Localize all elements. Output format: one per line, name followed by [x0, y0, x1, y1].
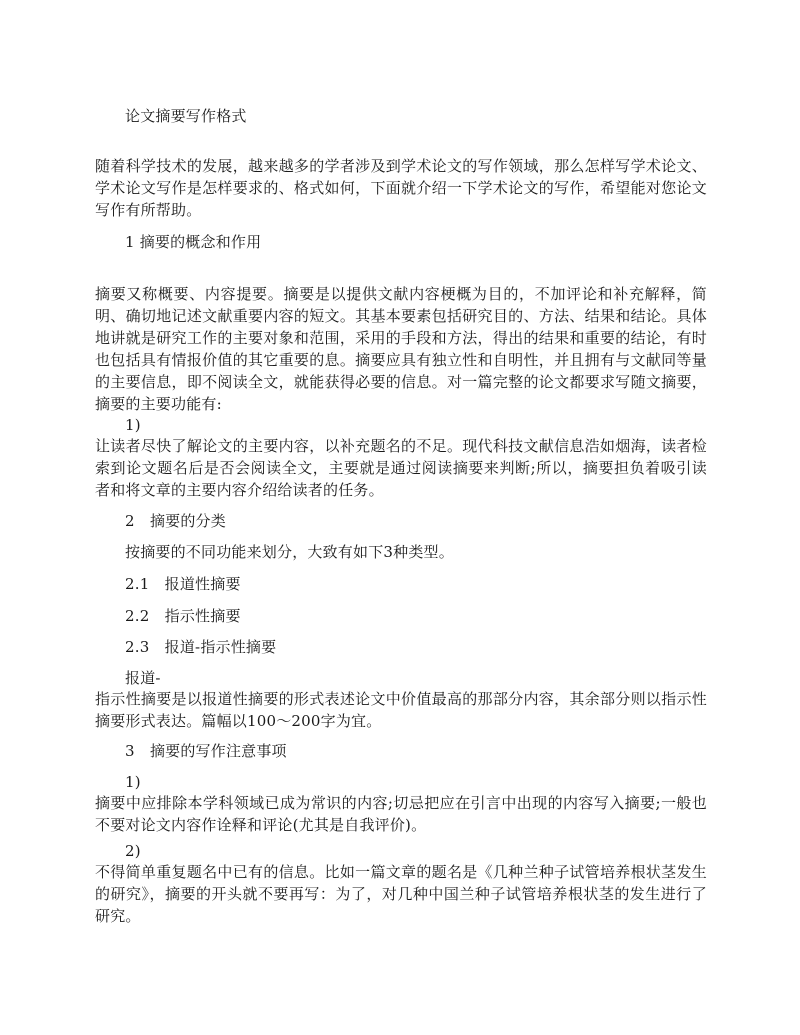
section-2-3-heading: 2.3 报道-指示性摘要 [125, 638, 277, 656]
section-2-heading: 2 摘要的分类 [125, 512, 226, 530]
section-3-item-2-marker: 2) [125, 842, 141, 860]
section-3-item-1-text: 摘要中应排除本学科领域已成为常识的内容;切忌把应在引言中出现的内容写入摘要;一般也不要对论文内容作诠释和评论(尤其是自我评价)。 [95, 794, 707, 834]
section-3-heading: 3 摘要的写作注意事项 [125, 742, 287, 760]
section-2-3-marker: 报道- [125, 669, 161, 687]
section-1-paragraph: 摘要又称概要、内容提要。摘要是以提供文献内容梗概为目的，不加评论和补充解释，简明、确切地记述文献重要内容的短文。其基本要素包括研究目的、方法、结果和结论。具体地讲就是研究工作的主要对象和范围，采用的手段和方法，得出的结果和重要的结论，有时也包括具有情报价值的其它重要的息。摘要应具有独立性和自明性，并且拥有与文献同等量的主要信息，即不阅读全文，就能获得必要的信息。对一篇完整的论文都要求写随文摘要，摘要的主要功能有: [95, 285, 707, 413]
section-1-heading: 1 摘要的概念和作用 [125, 233, 262, 251]
section-3-item-1-marker: 1) [125, 773, 141, 791]
intro-paragraph: 随着科学技术的发展，越来越多的学者涉及到学术论文的写作领域，那么怎样写学术论文、学术论文写作是怎样要求的、格式如何，下面就介绍一下学术论文的写作，希望能对您论文写作有所帮助。 [95, 157, 707, 219]
section-2-1-heading: 2.1 报道性摘要 [125, 575, 241, 593]
section-2-2-heading: 2.2 指示性摘要 [125, 607, 241, 625]
section-2-intro: 按摘要的不同功能来划分，大致有如下3种类型。 [125, 543, 454, 561]
section-3-item-2-text: 不得简单重复题名中已有的信息。比如一篇文章的题名是《几种兰种子试管培养根状茎发生的研究》，摘要的开头就不要再写：为了，对几种中国兰种子试管培养根状茎的发生进行了研究。 [95, 863, 707, 925]
document-title: 论文摘要写作格式 [125, 107, 247, 125]
section-1-item-1-text: 让读者尽快了解论文的主要内容，以补充题名的不足。现代科技文献信息浩如烟海，读者检索到论文题名后是否会阅读全文，主要就是通过阅读摘要来判断;所以，摘要担负着吸引读者和将文章的主要内容介绍给读者的任务。 [95, 437, 707, 499]
section-1-item-1-marker: 1) [125, 416, 141, 434]
section-2-3-text: 指示性摘要是以报道性摘要的形式表述论文中价值最高的那部分内容，其余部分则以指示性摘要形式表达。篇幅以100～200字为宜。 [95, 690, 707, 730]
